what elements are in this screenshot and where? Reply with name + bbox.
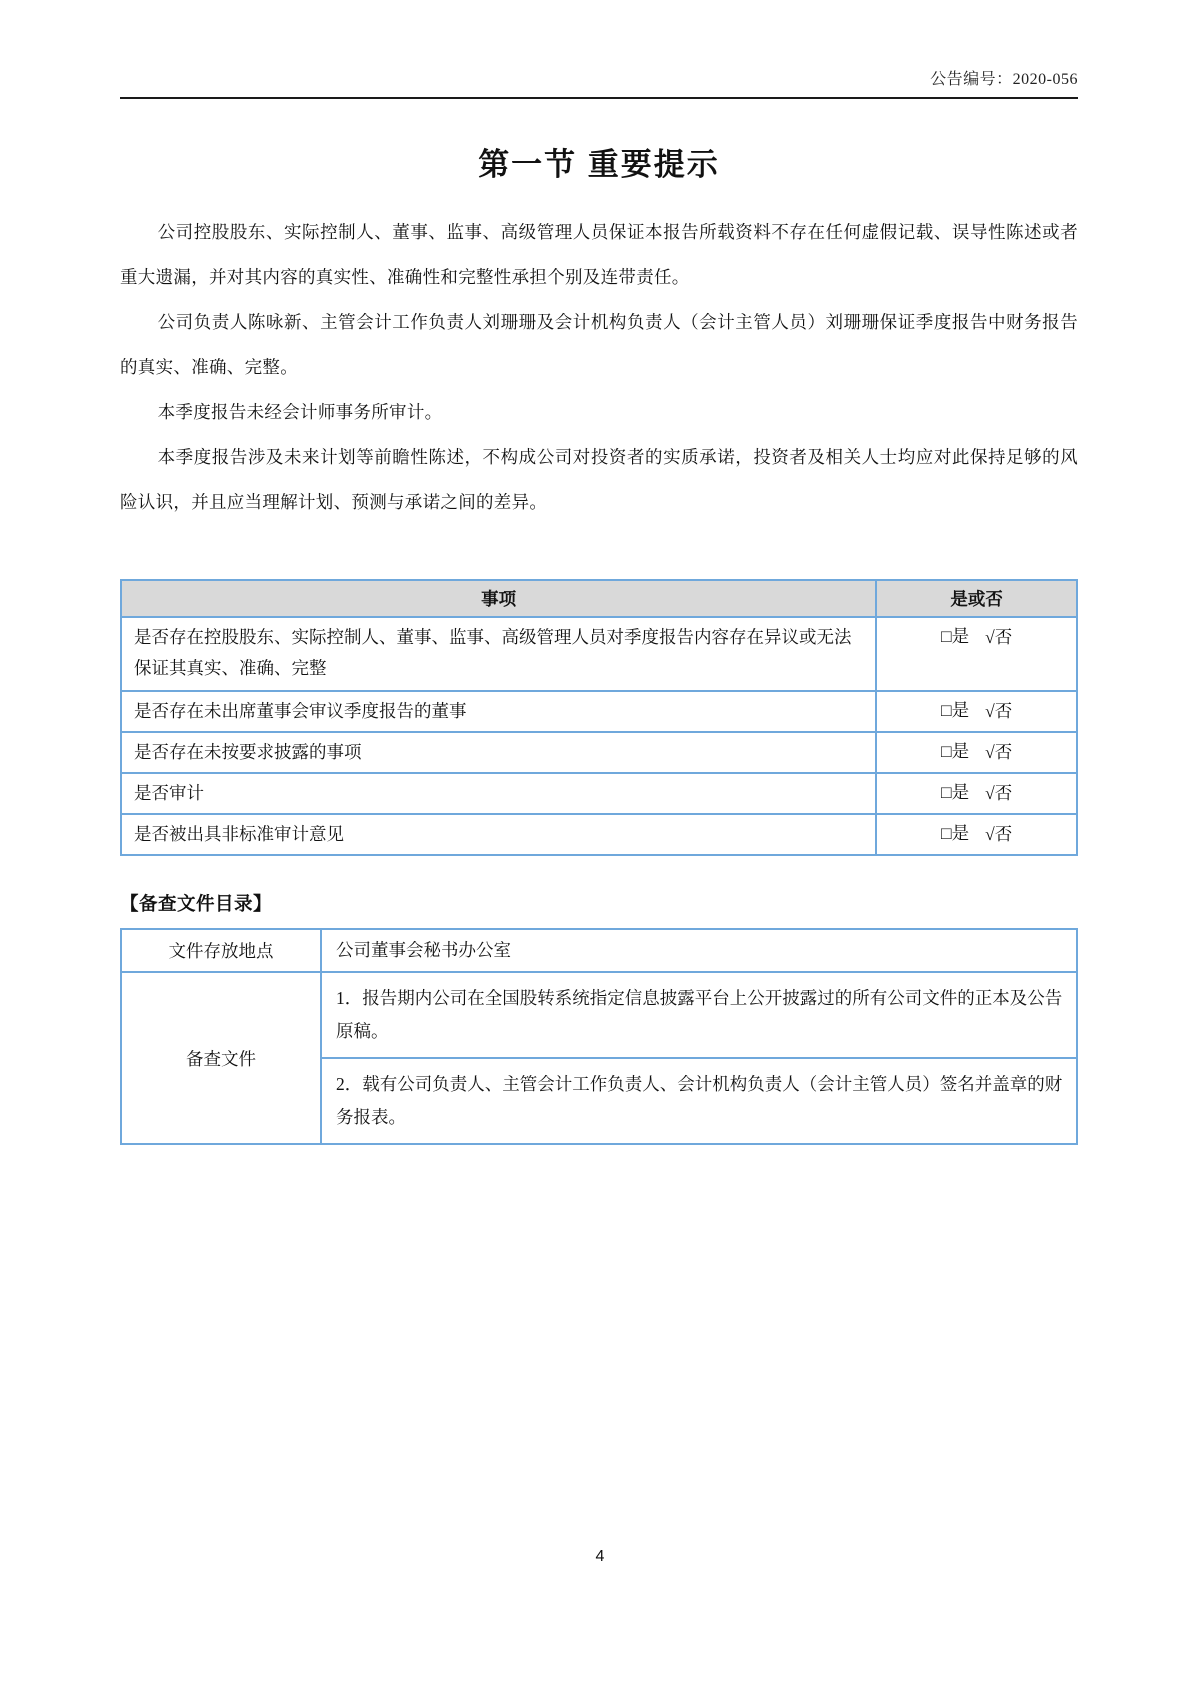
yes-checkbox-unchecked: □是: [941, 741, 970, 761]
reference-documents-table: [120, 928, 1078, 1145]
reference-document-item-1: 1．报告期内公司在全国股转系统指定信息披露平台上公开披露过的所有公司文件的正本及公告原稿。: [321, 972, 1077, 1058]
item-text: 是否存在未出席董事会审议季度报告的董事: [121, 691, 876, 732]
table-row: [121, 972, 1077, 1058]
table-header-row: [121, 580, 1077, 617]
item-text: 是否被出具非标准审计意见: [121, 814, 876, 855]
reference-document-item-2: 2．载有公司负责人、主管会计工作负责人、会计机构负责人（会计主管人员）签名并盖章的财务报表。: [321, 1058, 1077, 1144]
no-checkmark-checked: √否: [985, 627, 1013, 647]
body-text: [120, 210, 1078, 525]
paragraph-guarantee: 公司控股股东、实际控制人、董事、监事、高级管理人员保证本报告所载资料不存在任何虚假记载、误导性陈述或者重大遗漏，并对其内容的真实性、准确性和完整性承担个别及连带责任。: [120, 222, 1078, 287]
items-yes-no-table: [120, 579, 1078, 856]
yes-checkbox-unchecked: □是: [941, 626, 970, 646]
item-text: 是否存在未按要求披露的事项: [121, 732, 876, 773]
item-text: 是否审计: [121, 773, 876, 814]
table-row: [121, 773, 1077, 814]
reference-documents-heading: 【备查文件目录】: [120, 893, 273, 914]
no-checkmark-checked: √否: [985, 824, 1013, 844]
paragraph-responsible-persons: 公司负责人陈咏新、主管会计工作负责人刘珊珊及会计机构负责人（会计主管人员）刘珊珊保证季度报告中财务报告的真实、准确、完整。: [120, 312, 1078, 377]
column-header-item: 事项: [121, 580, 876, 617]
paragraph-unaudited: 本季度报告未经会计师事务所审计。: [157, 402, 443, 422]
no-checkmark-checked: √否: [985, 701, 1013, 721]
storage-location-value: 公司董事会秘书办公室: [321, 929, 1077, 972]
table-row: [121, 691, 1077, 732]
storage-location-label: 文件存放地点: [121, 929, 321, 972]
section-title: 第一节 重要提示: [478, 147, 720, 182]
answer-cell: [876, 773, 1077, 814]
no-checkmark-checked: √否: [985, 783, 1013, 803]
table-row: [121, 814, 1077, 855]
header-rule: [120, 97, 1078, 99]
column-header-yes-or-no: 是或否: [876, 580, 1077, 617]
yes-checkbox-unchecked: □是: [941, 700, 970, 720]
answer-cell: [876, 814, 1077, 855]
item-text: 是否存在控股股东、实际控制人、董事、监事、高级管理人员对季度报告内容存在异议或无法保证其真实、准确、完整: [121, 617, 876, 691]
no-checkmark-checked: √否: [985, 742, 1013, 762]
table-row: [121, 929, 1077, 972]
answer-cell: [876, 617, 1077, 691]
answer-cell: [876, 732, 1077, 773]
table-row: [121, 732, 1077, 773]
paragraph-forward-looking: 本季度报告涉及未来计划等前瞻性陈述，不构成公司对投资者的实质承诺，投资者及相关人士均应对此保持足够的风险认识，并且应当理解计划、预测与承诺之间的差异。: [120, 447, 1078, 512]
answer-cell: [876, 691, 1077, 732]
announcement-number: 公告编号：2020-056: [930, 71, 1078, 88]
reference-documents-label: 备查文件: [121, 972, 321, 1144]
page-number: 4: [595, 1548, 605, 1565]
yes-checkbox-unchecked: □是: [941, 782, 970, 802]
yes-checkbox-unchecked: □是: [941, 823, 970, 843]
table-row: [121, 617, 1077, 691]
